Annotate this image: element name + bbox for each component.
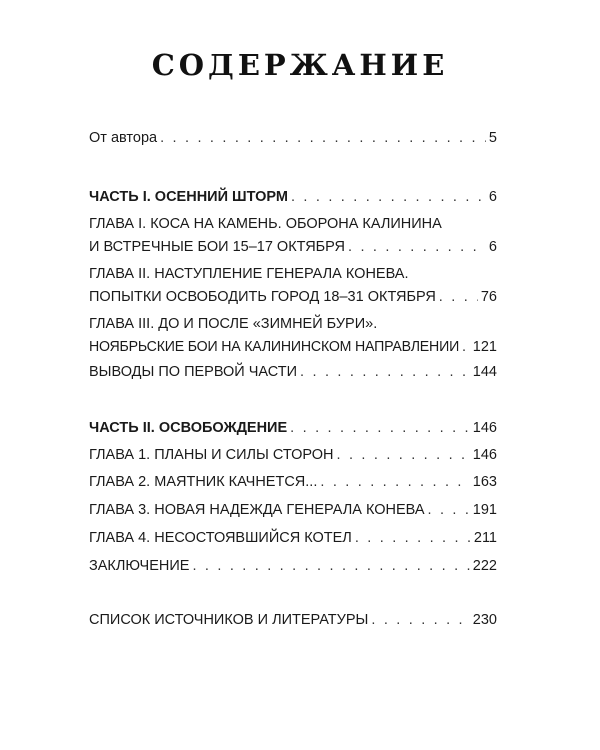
toc-entry-label: ГЛАВА 3. НОВАЯ НАДЕЖДА ГЕНЕРАЛА КОНЕВА bbox=[89, 502, 425, 518]
toc-entry-chapter-3[interactable] bbox=[89, 499, 497, 522]
toc-page-number: 76 bbox=[480, 289, 497, 305]
toc-entry-label-line1: ГЛАВА III. ДО И ПОСЛЕ «ЗИМНЕЙ БУРИ». bbox=[89, 316, 378, 332]
toc-page-number: 6 bbox=[488, 189, 497, 205]
toc-entry-bibliography[interactable] bbox=[89, 609, 497, 632]
toc-page-number: 222 bbox=[472, 558, 497, 574]
toc-entry-from-author[interactable] bbox=[89, 127, 497, 150]
leader-dots bbox=[462, 336, 470, 359]
leader-dots bbox=[355, 527, 471, 550]
leader-dots bbox=[348, 236, 486, 259]
toc-entry-chapter-i[interactable] bbox=[89, 213, 497, 259]
toc-page-number: 6 bbox=[488, 239, 497, 255]
toc-page-number: 144 bbox=[472, 364, 497, 380]
toc-entry-label: ЧАСТЬ I. ОСЕННИЙ ШТОРМ bbox=[89, 189, 288, 205]
leader-dots bbox=[291, 186, 486, 209]
toc-entry-chapter-iii[interactable] bbox=[89, 313, 497, 359]
toc-entry-label: ГЛАВА 1. ПЛАНЫ И СИЛЫ СТОРОН bbox=[89, 447, 334, 463]
toc-page-number: 191 bbox=[472, 502, 497, 518]
toc-page-number: 146 bbox=[472, 447, 497, 463]
toc-entry-part-1[interactable] bbox=[89, 186, 497, 209]
leader-dots bbox=[428, 499, 470, 522]
leader-dots bbox=[300, 361, 470, 384]
leader-dots bbox=[160, 127, 486, 150]
toc-entry-label-line1: ГЛАВА I. КОСА НА КАМЕНЬ. ОБОРОНА КАЛИНИНА bbox=[89, 216, 442, 232]
toc-entry-label: ГЛАВА 4. НЕСОСТОЯВШИЙСЯ КОТЕЛ bbox=[89, 530, 352, 546]
toc-entry-label: СПИСОК ИСТОЧНИКОВ И ЛИТЕРАТУРЫ bbox=[89, 612, 369, 628]
toc-entry-chapter-4[interactable] bbox=[89, 527, 497, 550]
toc-entry-label: ВЫВОДЫ ПО ПЕРВОЙ ЧАСТИ bbox=[89, 364, 298, 380]
leader-dots bbox=[192, 555, 469, 578]
toc-page-number: 146 bbox=[472, 420, 497, 436]
toc-entry-part-1-conclusions[interactable] bbox=[89, 361, 497, 384]
leader-dots bbox=[320, 471, 469, 494]
toc-entry-label: НОЯБРЬСКИЕ БОИ НА КАЛИНИНСКОМ НАПРАВЛЕНИИ bbox=[89, 339, 460, 355]
toc-entry-chapter-2[interactable] bbox=[89, 471, 497, 494]
toc-entry-label: От автора bbox=[89, 130, 158, 146]
toc-entry-label: ЧАСТЬ II. ОСВОБОЖДЕНИЕ bbox=[89, 420, 288, 436]
toc-entry-label: ПОПЫТКИ ОСВОБОДИТЬ ГОРОД 18–31 ОКТЯБРЯ bbox=[89, 289, 436, 305]
toc-entry-label: ЗАКЛЮЧЕНИЕ bbox=[89, 558, 190, 574]
leader-dots bbox=[290, 417, 470, 440]
toc-page-number: 121 bbox=[472, 339, 497, 355]
toc-entry-chapter-1[interactable] bbox=[89, 444, 497, 467]
toc-entry-label: И ВСТРЕЧНЫЕ БОИ 15–17 ОКТЯБРЯ bbox=[89, 239, 346, 255]
toc-page-number: 163 bbox=[472, 474, 497, 490]
leader-dots bbox=[371, 609, 469, 632]
toc-entry-chapter-ii[interactable] bbox=[89, 263, 497, 309]
toc-entry-label-line1: ГЛАВА II. НАСТУПЛЕНИЕ ГЕНЕРАЛА КОНЕВА. bbox=[89, 266, 409, 282]
page-title: СОДЕРЖАНИЕ bbox=[151, 48, 449, 82]
toc-page-number: 230 bbox=[472, 612, 497, 628]
leader-dots bbox=[439, 286, 478, 309]
toc-page-number: 5 bbox=[488, 130, 497, 146]
leader-dots bbox=[336, 444, 469, 467]
toc-entry-part-2[interactable] bbox=[89, 417, 497, 440]
toc-entry-conclusion[interactable] bbox=[89, 555, 497, 578]
toc-page-number: 211 bbox=[473, 530, 497, 546]
toc-entry-label: ГЛАВА 2. МАЯТНИК КАЧНЕТСЯ... bbox=[89, 474, 318, 490]
